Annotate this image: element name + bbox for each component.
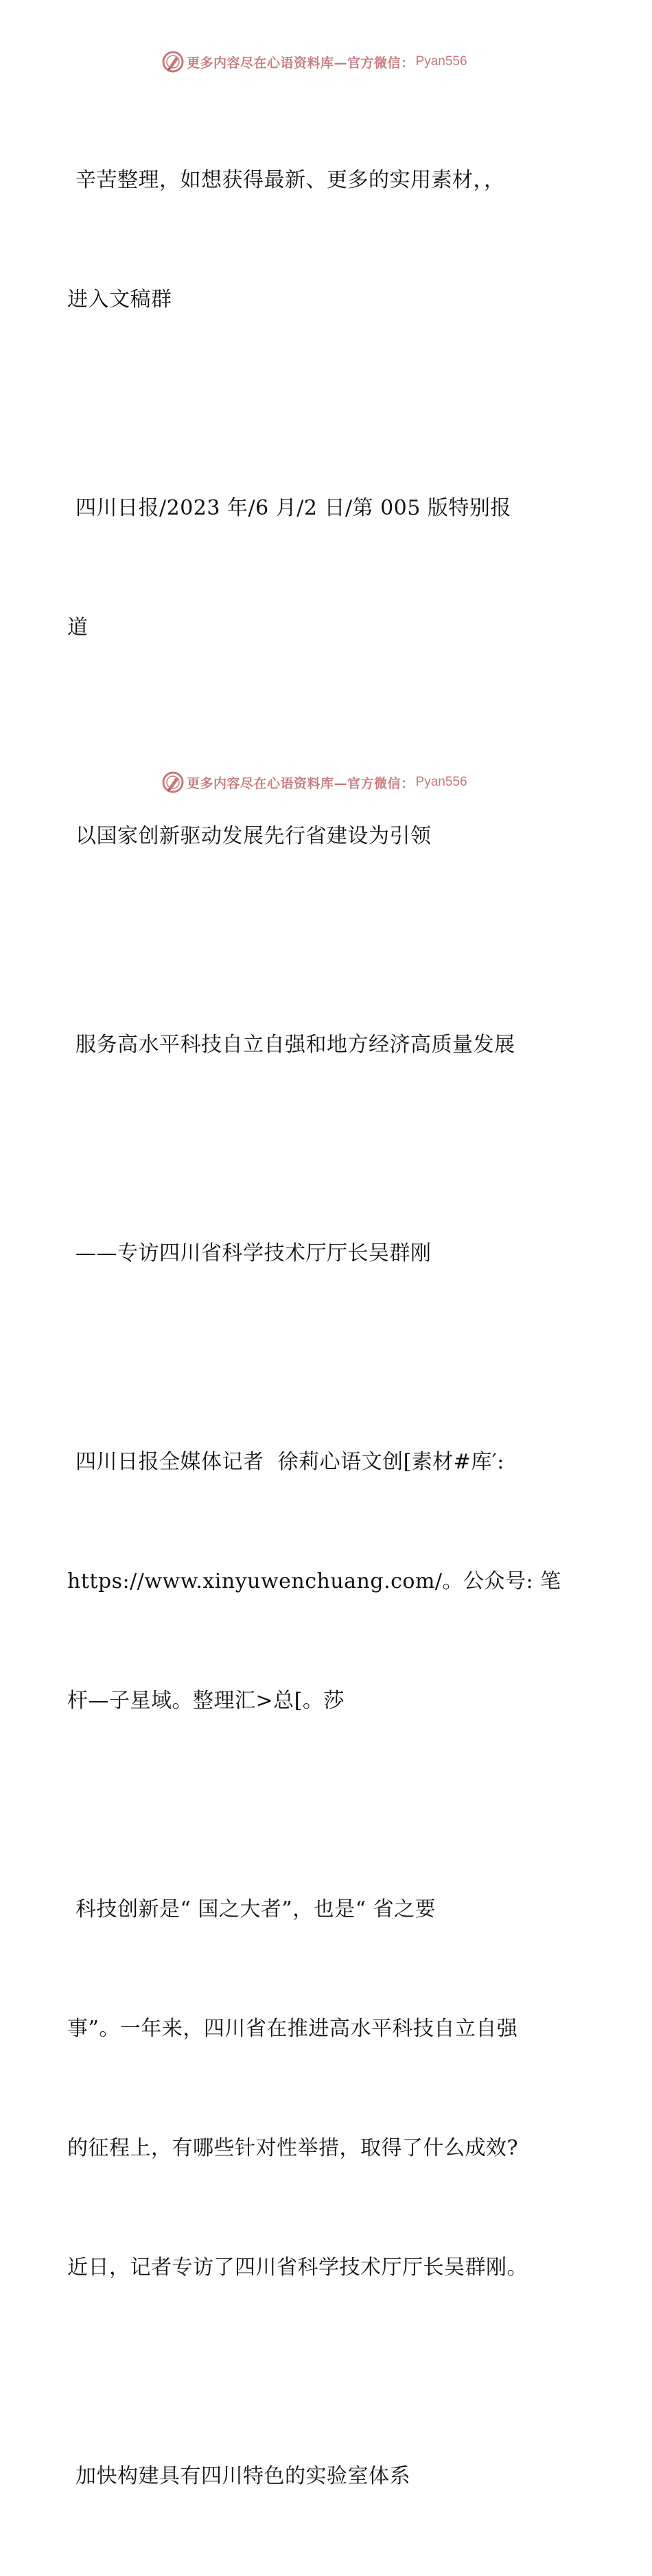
byline-paragraph (67, 1363, 589, 1801)
text-line: 杆—子星域。整理汇>总[。莎 (67, 1689, 345, 1713)
pen-logo-icon (162, 51, 184, 73)
article-title-line-1 (67, 737, 589, 936)
watermark-wechat-id: Pyan556 (415, 54, 467, 69)
text-line: 科技创新是“ 国之大者”，也是“ 省之要 (75, 1897, 436, 1921)
header-watermark (162, 50, 467, 73)
source-line (67, 409, 589, 727)
document-body (67, 81, 589, 2576)
text-line: 辛苦整理，如想获得最新、更多的实用素材，， (75, 168, 505, 192)
footer-watermark (162, 771, 467, 794)
text-line: 的征程上，有哪些针对性举措，取得了什么成效? (67, 2136, 519, 2160)
pen-logo-icon (162, 771, 184, 793)
text-line: 加快构建具有四川特色的实验室体系 (75, 2464, 410, 2488)
text-line: 进入文稿群 (67, 288, 172, 312)
text-line: 四川日报全媒体记者 徐莉心语文创[素材#库′: (75, 1450, 504, 1474)
text-line: 事”。一年来，四川省在推进高水平科技自立自强 (67, 2017, 518, 2041)
lead-paragraph (67, 1810, 589, 2367)
text-line: https://www.xinyuwenchuang.com/。公众号: 笔 (67, 1569, 561, 1593)
watermark-text: 更多内容尽在心语资料库—官方微信： (187, 55, 415, 71)
text-line: 以国家创新驱动发展先行省建设为引领 (75, 824, 432, 848)
text-line: 道 (67, 616, 89, 640)
watermark-wechat-id: Pyan556 (415, 775, 467, 789)
section-heading (67, 2377, 589, 2576)
article-subtitle (67, 1154, 589, 1353)
text-line: ——专访四川省科学技术厅厅长吴群刚 (75, 1241, 432, 1265)
text-line: 近日，记者专访了四川省科学技术厅厅长吴群刚。 (67, 2256, 528, 2280)
intro-paragraph (67, 81, 589, 399)
watermark-text: 更多内容尽在心语资料库—官方微信： (187, 775, 415, 791)
text-line: 服务高水平科技自立自强和地方经济高质量发展 (75, 1033, 515, 1057)
text-line: 四川日报/2023 年/6 月/2 日/第 005 版特别报 (75, 496, 511, 520)
article-title-line-2 (67, 946, 589, 1145)
